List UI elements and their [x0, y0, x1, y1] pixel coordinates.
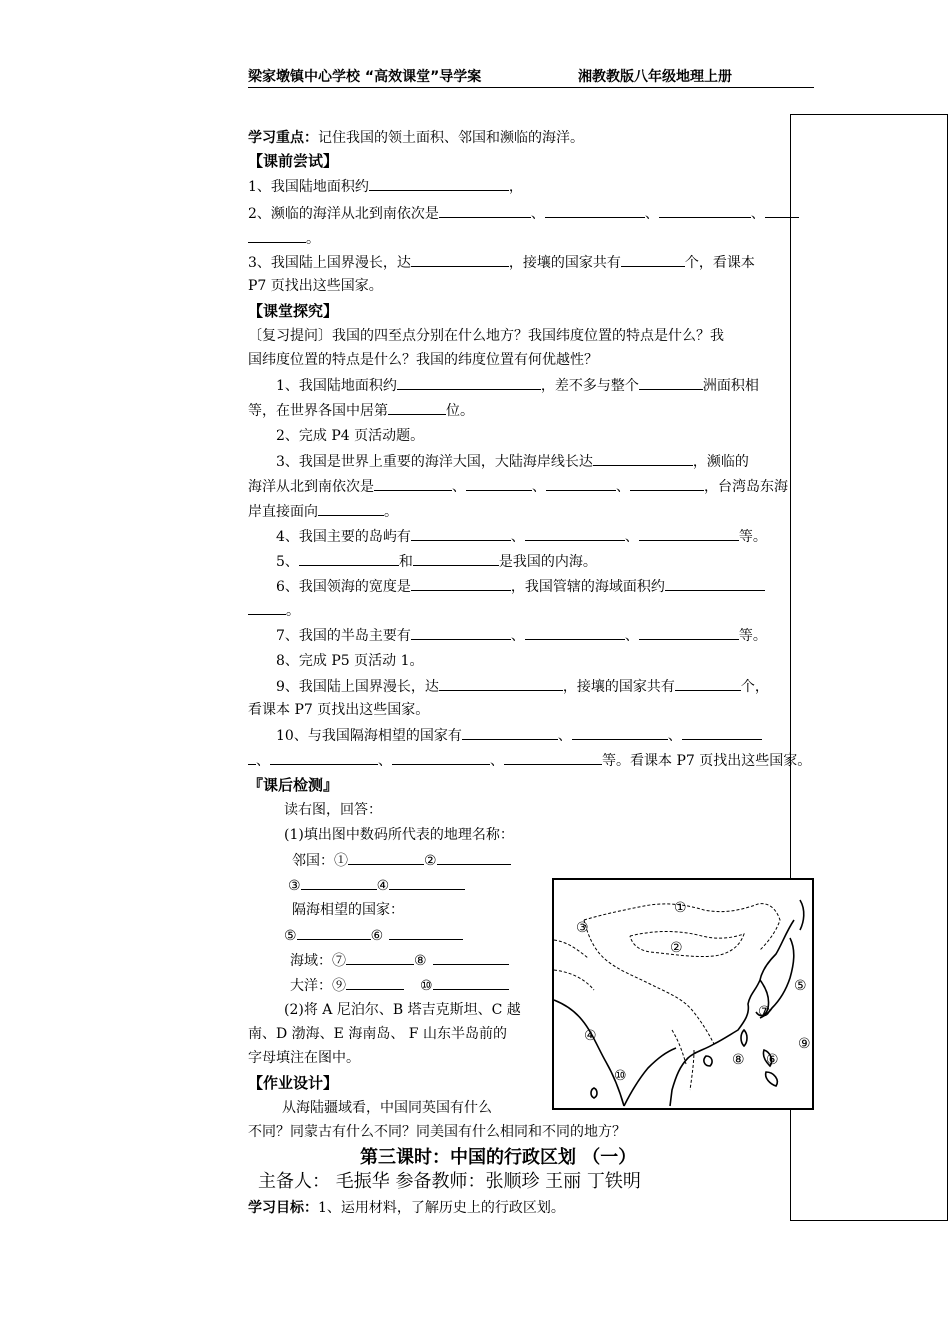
- item-text: 位。: [446, 403, 474, 419]
- after-read: 读右图，回答：: [284, 802, 382, 818]
- punct: 、: [452, 479, 466, 495]
- map-outline: [554, 880, 812, 1108]
- map-marker-9: ⑨: [798, 1036, 811, 1052]
- answer-blank[interactable]: [765, 203, 799, 218]
- explore-item-3-cont: [248, 476, 788, 497]
- map-marker-5: ⑤: [794, 978, 807, 994]
- answer-blank[interactable]: [397, 375, 541, 390]
- oceans-row: [290, 975, 509, 996]
- neighbors-row-1: [292, 850, 511, 871]
- answer-blank[interactable]: [392, 750, 490, 765]
- map-marker-7: ⑦: [758, 1004, 771, 1020]
- item-text: 是我国的内海。: [498, 554, 597, 570]
- item-text: 3、我国是世界上重要的海洋大国，大陆海岸线长达: [276, 454, 593, 470]
- item-text: 6、我国领海的宽度是: [276, 579, 411, 595]
- after-part2-line1: (2)将 A 尼泊尔、B 塔吉克斯坦、C 越: [284, 1002, 521, 1018]
- pre-q3-cont: P7 页找出这些国家。: [248, 278, 383, 294]
- study-focus-label: 学习重点：: [248, 130, 318, 146]
- punct: 、: [557, 728, 572, 744]
- answer-blank[interactable]: [630, 476, 704, 491]
- item-text: 4、我国主要的岛屿有: [276, 529, 411, 545]
- item-text: 邻国：①: [292, 853, 348, 869]
- answer-blank[interactable]: [466, 476, 532, 491]
- map-marker-4: ④: [584, 1028, 597, 1044]
- answer-blank[interactable]: [639, 625, 739, 640]
- item-text: 大洋：⑨: [290, 978, 346, 994]
- section-homework: 【作业设计】: [248, 1074, 339, 1092]
- china-neighbors-map: [552, 878, 814, 1110]
- map-marker-1: ①: [674, 900, 687, 916]
- explore-item-5: [276, 551, 597, 572]
- answer-blank[interactable]: [639, 526, 739, 541]
- after-part2-line3: 字母填注在图中。: [248, 1050, 360, 1066]
- item-text: 等。: [738, 529, 767, 545]
- punct: 、: [510, 628, 525, 644]
- punct: 、: [750, 206, 765, 222]
- explore-item-10: [276, 725, 762, 746]
- item-text: 10、与我国隔海相望的国家有: [276, 728, 462, 744]
- explore-item-2: 2、完成 P4 页活动题。: [276, 428, 425, 444]
- study-focus: [248, 128, 584, 148]
- answer-blank[interactable]: [388, 400, 446, 415]
- answer-blank[interactable]: [525, 526, 625, 541]
- item-text: 洲面积相: [702, 378, 759, 394]
- explore-item-3-cont2: [248, 501, 398, 522]
- answer-blank[interactable]: [411, 252, 509, 267]
- answer-blank[interactable]: [572, 725, 668, 740]
- answer-blank[interactable]: [525, 625, 625, 640]
- lesson-3-teachers: 主备人： 毛振华 参备教师：张顺珍 王丽 丁铁明: [258, 1171, 641, 1192]
- answer-blank[interactable]: [299, 551, 399, 566]
- answer-blank[interactable]: [665, 576, 765, 591]
- pre-q2-text: 2、濒临的海洋从北到南依次是: [248, 206, 439, 222]
- answer-blank[interactable]: [411, 625, 511, 640]
- punct: 、: [624, 529, 639, 545]
- punct: 、: [616, 479, 630, 495]
- explore-item-6: [276, 576, 765, 597]
- answer-blank[interactable]: [621, 252, 685, 267]
- map-marker-3: ③: [576, 920, 589, 936]
- map-marker-2: ②: [670, 940, 683, 956]
- answer-blank[interactable]: [411, 576, 511, 591]
- lesson-3-title: 第三课时：中国的行政区划 （一）: [360, 1147, 637, 1168]
- pre-q3-text2: ，接壤的国家共有: [508, 255, 621, 271]
- item-text: 5、: [276, 554, 299, 570]
- across-sea-row: [284, 925, 463, 946]
- item-text: ⑩: [420, 978, 433, 994]
- answer-blank[interactable]: [593, 451, 693, 466]
- item-text: 海洋从北到南依次是: [248, 479, 374, 495]
- answer-blank[interactable]: [433, 975, 509, 990]
- explore-item-1-cont: [248, 400, 474, 421]
- item-text: 岸直接面向: [248, 504, 318, 520]
- pre-q3-text: 3、我国陆上国界漫长，达: [248, 255, 411, 271]
- answer-blank[interactable]: [675, 676, 741, 691]
- neighbors-row-2: [288, 875, 465, 896]
- explore-item-8: 8、完成 P5 页活动 1。: [276, 653, 424, 669]
- explore-item-10-cont: [248, 750, 811, 771]
- punct: 、: [644, 206, 659, 222]
- item-text: 等。看课本 P7 页找出这些国家。: [602, 753, 812, 769]
- answer-blank[interactable]: [437, 850, 511, 865]
- punct: 、: [530, 206, 545, 222]
- seas-row: [290, 950, 509, 971]
- explore-item-4: [276, 526, 767, 547]
- answer-blank[interactable]: [462, 725, 558, 740]
- item-text: ⑧: [414, 953, 427, 969]
- item-text: 和: [398, 554, 413, 570]
- goal-text: 1、运用材料，了解历史上的行政区划。: [318, 1200, 565, 1216]
- answer-blank[interactable]: [504, 750, 602, 765]
- item-text: 等，在世界各国中居第: [248, 403, 388, 419]
- item-text: 9、我国陆上国界漫长，达: [276, 679, 439, 695]
- item-text: 海域：⑦: [290, 953, 346, 969]
- answer-blank[interactable]: [248, 750, 256, 765]
- explore-item-3: [276, 451, 749, 472]
- punct: 、: [378, 753, 392, 769]
- item-text: 个，: [740, 679, 769, 695]
- across-sea-label: 隔海相望的国家：: [292, 902, 404, 918]
- punct: ，: [508, 179, 523, 195]
- explore-item-9: [276, 676, 769, 697]
- punct: 、: [624, 628, 639, 644]
- pre-q1-text: 1、我国陆地面积约: [248, 179, 369, 195]
- item-text: ②: [424, 853, 437, 869]
- section-after-class: 『课后检测』: [248, 776, 339, 794]
- section-pre-class: 【课前尝试】: [248, 152, 339, 170]
- item-text: 。: [384, 504, 398, 520]
- pre-q1: [248, 176, 523, 197]
- answer-blank[interactable]: [546, 476, 616, 491]
- punct: 、: [667, 728, 682, 744]
- map-marker-8: ⑧: [732, 1052, 745, 1068]
- item-text: ④: [376, 878, 390, 894]
- punct: 、: [532, 479, 546, 495]
- item-text: 7、我国的半岛主要有: [276, 628, 411, 644]
- review-line-1: 〔复习提问〕我国的四至点分别在什么地方？我国纬度位置的特点是什么？我: [248, 328, 724, 344]
- header-school: 梁家墩镇中心学校 “高效课堂”导学案: [248, 69, 482, 85]
- answer-blank[interactable]: [411, 526, 511, 541]
- item-text: 等。: [738, 628, 767, 644]
- answer-blank[interactable]: [346, 975, 404, 990]
- item-text: ⑥: [370, 928, 384, 944]
- spacer: [404, 976, 420, 990]
- answer-blank[interactable]: [248, 228, 306, 243]
- explore-item-9-cont: 看课本 P7 页找出这些国家。: [248, 702, 430, 718]
- pre-q2-cont: [248, 228, 320, 249]
- section-explore: 【课堂探究】: [248, 302, 339, 320]
- answer-blank[interactable]: [639, 375, 703, 390]
- pre-q3: [248, 252, 755, 273]
- item-text: ，台湾岛东海: [704, 479, 788, 495]
- study-focus-text: 记住我国的领土面积、邻国和濒临的海洋。: [318, 130, 584, 146]
- answer-blank[interactable]: [301, 875, 377, 890]
- answer-blank[interactable]: [389, 875, 465, 890]
- pre-q2: [248, 203, 799, 224]
- item-text: ⑤: [284, 928, 297, 944]
- answer-blank[interactable]: [389, 925, 463, 940]
- answer-blank[interactable]: [248, 600, 286, 615]
- answer-blank[interactable]: [439, 676, 563, 691]
- item-text: ③: [288, 878, 301, 894]
- after-part2-line2: 南、D 渤海、E 海南岛、 F 山东半岛前的: [248, 1026, 507, 1042]
- lesson-3-goal: [248, 1198, 565, 1218]
- item-text: 。: [286, 603, 300, 619]
- punct: 。: [306, 231, 320, 247]
- answer-blank[interactable]: [270, 750, 378, 765]
- punct: 、: [490, 753, 504, 769]
- review-line-2: 国纬度位置的特点是什么？我国的纬度位置有何优越性？: [248, 352, 598, 368]
- pre-q3-text3: 个，看课本: [684, 255, 755, 271]
- map-marker-6: ⑥: [766, 1052, 779, 1068]
- item-text: ，接壤的国家共有: [562, 679, 675, 695]
- answer-blank[interactable]: [439, 203, 531, 218]
- homework-line-1: 从海陆疆域看，中国同英国有什么: [282, 1100, 492, 1116]
- explore-item-7: [276, 625, 767, 646]
- item-text: ，差不多与整个: [540, 378, 639, 394]
- page-header: [248, 67, 814, 88]
- punct: 、: [256, 753, 270, 769]
- answer-blank[interactable]: [659, 203, 751, 218]
- goal-label: 学习目标：: [248, 1200, 318, 1216]
- item-text: ，濒临的: [692, 454, 749, 470]
- map-marker-10: ⑩: [614, 1068, 627, 1084]
- item-text: ，我国管辖的海域面积约: [510, 579, 665, 595]
- homework-line-2: 不同？同蒙古有什么不同？同美国有什么相同和不同的地方？: [248, 1124, 626, 1140]
- item-text: 1、我国陆地面积约: [276, 378, 397, 394]
- answer-blank[interactable]: [297, 925, 371, 940]
- explore-item-1: [276, 375, 759, 396]
- answer-blank[interactable]: [682, 725, 762, 740]
- answer-blank[interactable]: [374, 476, 452, 491]
- answer-blank[interactable]: [413, 551, 499, 566]
- answer-blank[interactable]: [545, 203, 645, 218]
- header-textbook: 湘教教版八年级地理上册: [578, 69, 732, 85]
- answer-blank[interactable]: [433, 950, 509, 965]
- explore-item-6-cont: [248, 600, 300, 621]
- answer-blank[interactable]: [369, 176, 509, 191]
- punct: 、: [510, 529, 525, 545]
- answer-blank[interactable]: [348, 850, 424, 865]
- after-part1: (1)填出图中数码所代表的地理名称：: [284, 827, 514, 843]
- answer-blank[interactable]: [318, 501, 384, 516]
- answer-blank[interactable]: [346, 950, 414, 965]
